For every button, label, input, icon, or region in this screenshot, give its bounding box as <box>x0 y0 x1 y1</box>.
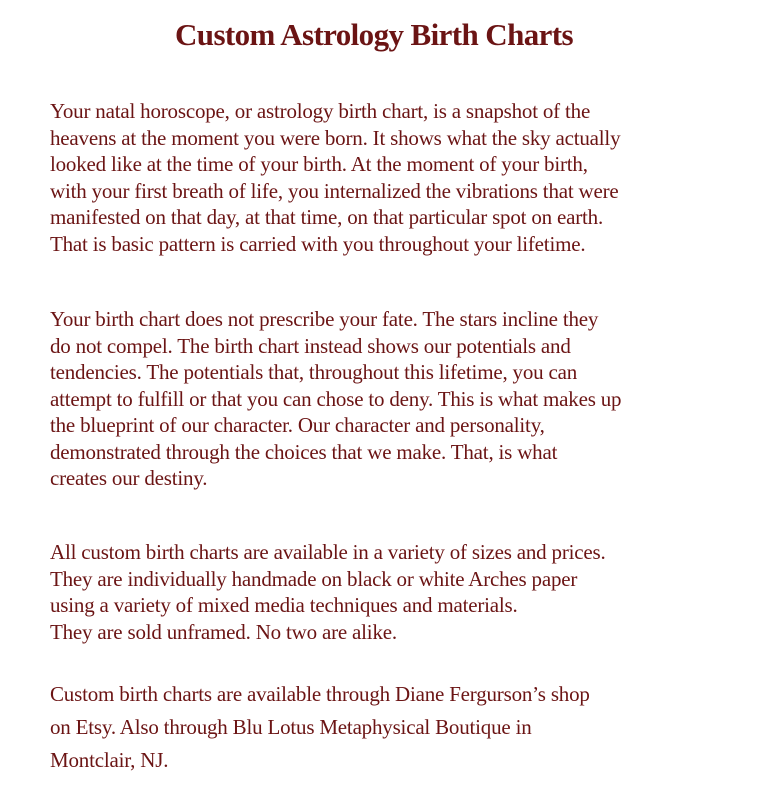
paragraph-availability: All custom birth charts are available in a variety of sizes and prices. They are individually handmade on black or white Arches paper using a variety of mixed media techniques and materials. They are sold unframed. No two are alike. <box>50 540 606 644</box>
paragraph-natal-horoscope: Your natal horoscope, or astrology birth chart, is a snapshot of the heavens at the moment you were born. It shows what the sky actually looked like at the time of your birth. At the moment of your birth, with your first breath of life, you internalized the vibrations that were manifested on that day, at that time, on that particular spot on earth. That is basic pattern is carried with you throughout your lifetime. <box>50 99 621 256</box>
paragraph-birth-chart-fate: Your birth chart does not prescribe your fate. The stars incline they do not compel. The birth chart instead shows our potentials and tendencies. The potentials that, throughout this lifetime, you can attempt to fulfill or that you can chose to deny. This is what makes up the blueprint of our character. Our character and personality, demonstrated through the choices that we make. That, is what creates our destiny. <box>50 307 622 490</box>
paragraph-where-to-buy: Custom birth charts are available through Diane Fergurson’s shop on Etsy. Also through Blu Lotus Metaphysical Boutique in Montclair, NJ. <box>50 682 590 772</box>
page-title: Custom Astrology Birth Charts <box>175 17 573 52</box>
